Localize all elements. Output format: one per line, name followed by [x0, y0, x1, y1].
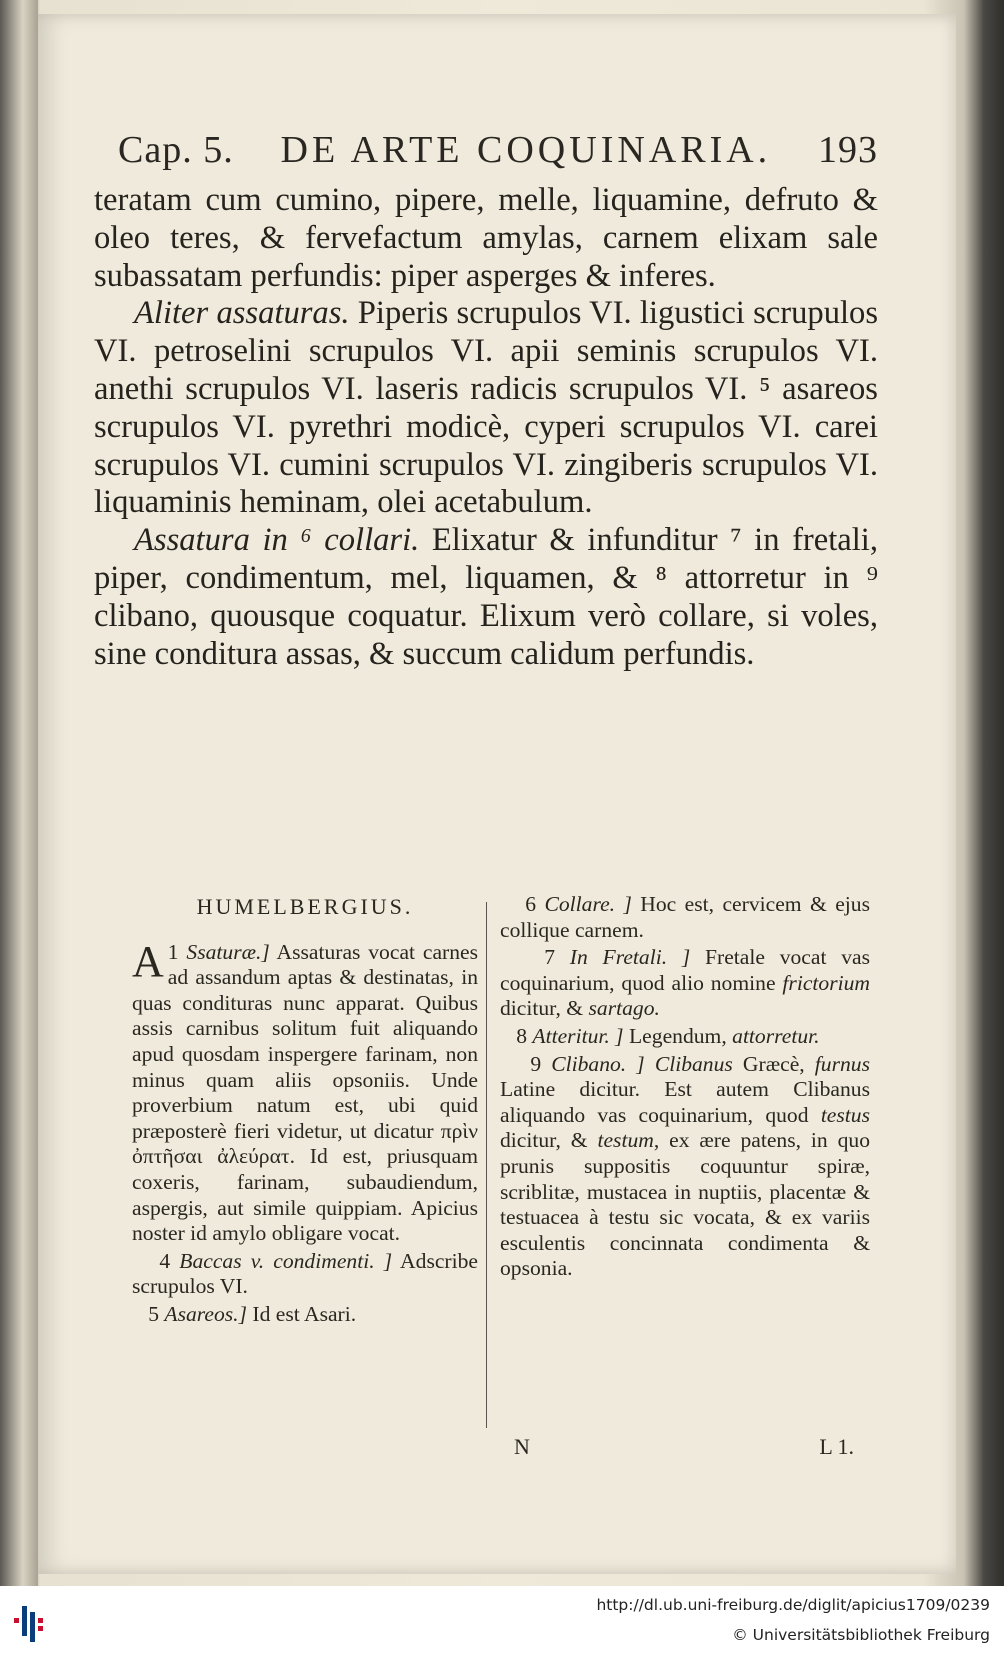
note-9-lemma: Clibano. ] Clibanus — [551, 1051, 733, 1076]
note-7-italic: frictorium — [782, 970, 870, 995]
paragraph-3-title: Assatura in ⁶ collari. — [134, 522, 420, 559]
paragraph-2-title: Aliter assaturas. — [134, 295, 350, 332]
note-9 — [500, 1052, 870, 1282]
note-4-lemma: Baccas v. condimenti. ] — [179, 1248, 393, 1273]
book-page — [38, 14, 956, 1574]
paragraph-3 — [94, 522, 878, 673]
note-7-text-2: dicitur, & — [500, 996, 589, 1021]
note-9-italic: furnus — [814, 1051, 870, 1076]
note-1-number: 1 — [167, 939, 179, 964]
note-9-text-3: dicitur, & — [500, 1128, 598, 1153]
note-9-italic-2: testus — [820, 1102, 870, 1127]
note-7-lemma: In Fretali. ] — [569, 945, 691, 970]
paragraph-1: teratam cum cumino, pipere, melle, liquamine, defruto & oleo teres, & fervefactum amylas, carnem elixam sale subassatam perfundis: piper asperges & inferes. — [94, 182, 878, 294]
note-5-number: 5 — [148, 1301, 159, 1326]
note-1-text: Assaturas vocat carnes ad assandum aptas & destinatas, in quas condituras nunc apparat. Quibus assis carnibus solitum fuit aliquando apud quosdam inspergere farinam, non minus quam aliis opsoniis. Unde proverbium natum est, ubi quid præposterè fieri videtur, ut dicatur πρὶν ὀπτῆσαι ἀλεύρατ. Id est, priusquam coxeris, farinam, subaudiendum, aspergis, aut simile quippiam. Apicius noster id amylo obligare vocat. — [132, 939, 478, 1246]
running-title: DE ARTE COQUINARIA. — [280, 129, 772, 171]
running-head — [118, 128, 878, 172]
note-6-lemma: Collare. ] — [544, 892, 632, 916]
paragraph-2-body: Piperis scrupulos VI. ligustici scrupulos VI. petroselini scrupulos VI. apii seminis scrupulos VI. anethi scrupulos VI. laseris radicis scrupulos VI. ⁵ asareos scrupulos VI. pyrethri modicè, cyperi scrupulos VI. carei scrupulos VI. cumini scrupulos VI. zingiberis scrupulos VI. liquaminis heminam, olei acetabulum. — [94, 295, 878, 521]
note-8-number: 8 — [516, 1023, 527, 1048]
page-number: 193 — [818, 129, 878, 171]
note-9-number: 9 — [530, 1051, 542, 1076]
column-rule — [486, 902, 487, 1428]
note-6 — [500, 892, 870, 943]
university-logo-icon — [8, 1598, 64, 1644]
viewer-footer — [0, 1586, 1004, 1656]
note-9-text-4: , ex ære patens, in quo prunis suppositis coquuntur spiræ, scriblitæ, mustacea in nuptiis, placentæ & testuacea à testu sic vocata, & ex variis esculentis concinnata condimenta & opsonia. — [500, 1128, 870, 1281]
note-8-italic: attorretur. — [732, 1023, 820, 1048]
document-permalink[interactable]: http://dl.ub.uni-freiburg.de/diglit/apicius1709/0239 — [596, 1596, 990, 1614]
main-text — [94, 182, 878, 673]
note-1-lemma: Ssaturæ.] — [186, 939, 270, 964]
notes-section — [94, 894, 894, 1434]
note-5 — [132, 1302, 478, 1328]
note-1 — [132, 936, 478, 1247]
note-6-text: Hoc est, cervicem & ejus collique carnem. — [500, 892, 870, 942]
note-5-text: Id est Asari. — [247, 1301, 357, 1326]
paragraph-2 — [94, 295, 878, 522]
catchword: L 1. — [819, 1434, 854, 1459]
note-6-number: 6 — [525, 892, 537, 916]
note-7-number: 7 — [544, 945, 556, 970]
note-9-text: Græcè, — [732, 1051, 815, 1076]
note-4-text: Adscribe scrupulos VI. — [132, 1248, 478, 1299]
note-7-text: Fretale vocat vas coquinarium, quod alio nomine — [500, 945, 870, 995]
notes-right-column — [500, 892, 870, 1284]
note-1-dropcap: A — [132, 936, 164, 986]
note-9-italic-3: testum — [597, 1128, 654, 1153]
note-9-text-2: Latine dicitur. Est autem Clibanus aliquando vas coquinarium, quod — [500, 1077, 870, 1127]
copyright-notice: © Universitätsbibliothek Freiburg — [732, 1626, 990, 1644]
chapter-label: Cap. 5. — [118, 129, 234, 171]
note-8-lemma: Atteritur. ] — [532, 1023, 624, 1048]
note-4-number: 4 — [159, 1248, 171, 1273]
notes-heading: HUMELBERGIUS. — [196, 894, 414, 919]
note-5-lemma: Asareos.] — [164, 1301, 247, 1326]
note-8 — [500, 1024, 870, 1050]
note-7 — [500, 945, 870, 1022]
left-page-edge — [0, 0, 38, 1586]
notes-left-column — [132, 894, 478, 1330]
note-7-italic-2: sartago. — [588, 996, 660, 1021]
note-8-text: Legendum, — [623, 1023, 733, 1048]
paragraph-3-body: Elixatur & infunditur ⁷ in fretali, piper, condimentum, mel, liquamen, & ⁸ attorretur in ⁹ clibano, quousque coquatur. Elixum verò collare, si voles, sine conditura assas, & succum calidum perfundis. — [94, 522, 879, 672]
signature-line — [514, 1434, 854, 1460]
signature-mark: N — [514, 1434, 530, 1459]
note-4 — [132, 1249, 478, 1300]
